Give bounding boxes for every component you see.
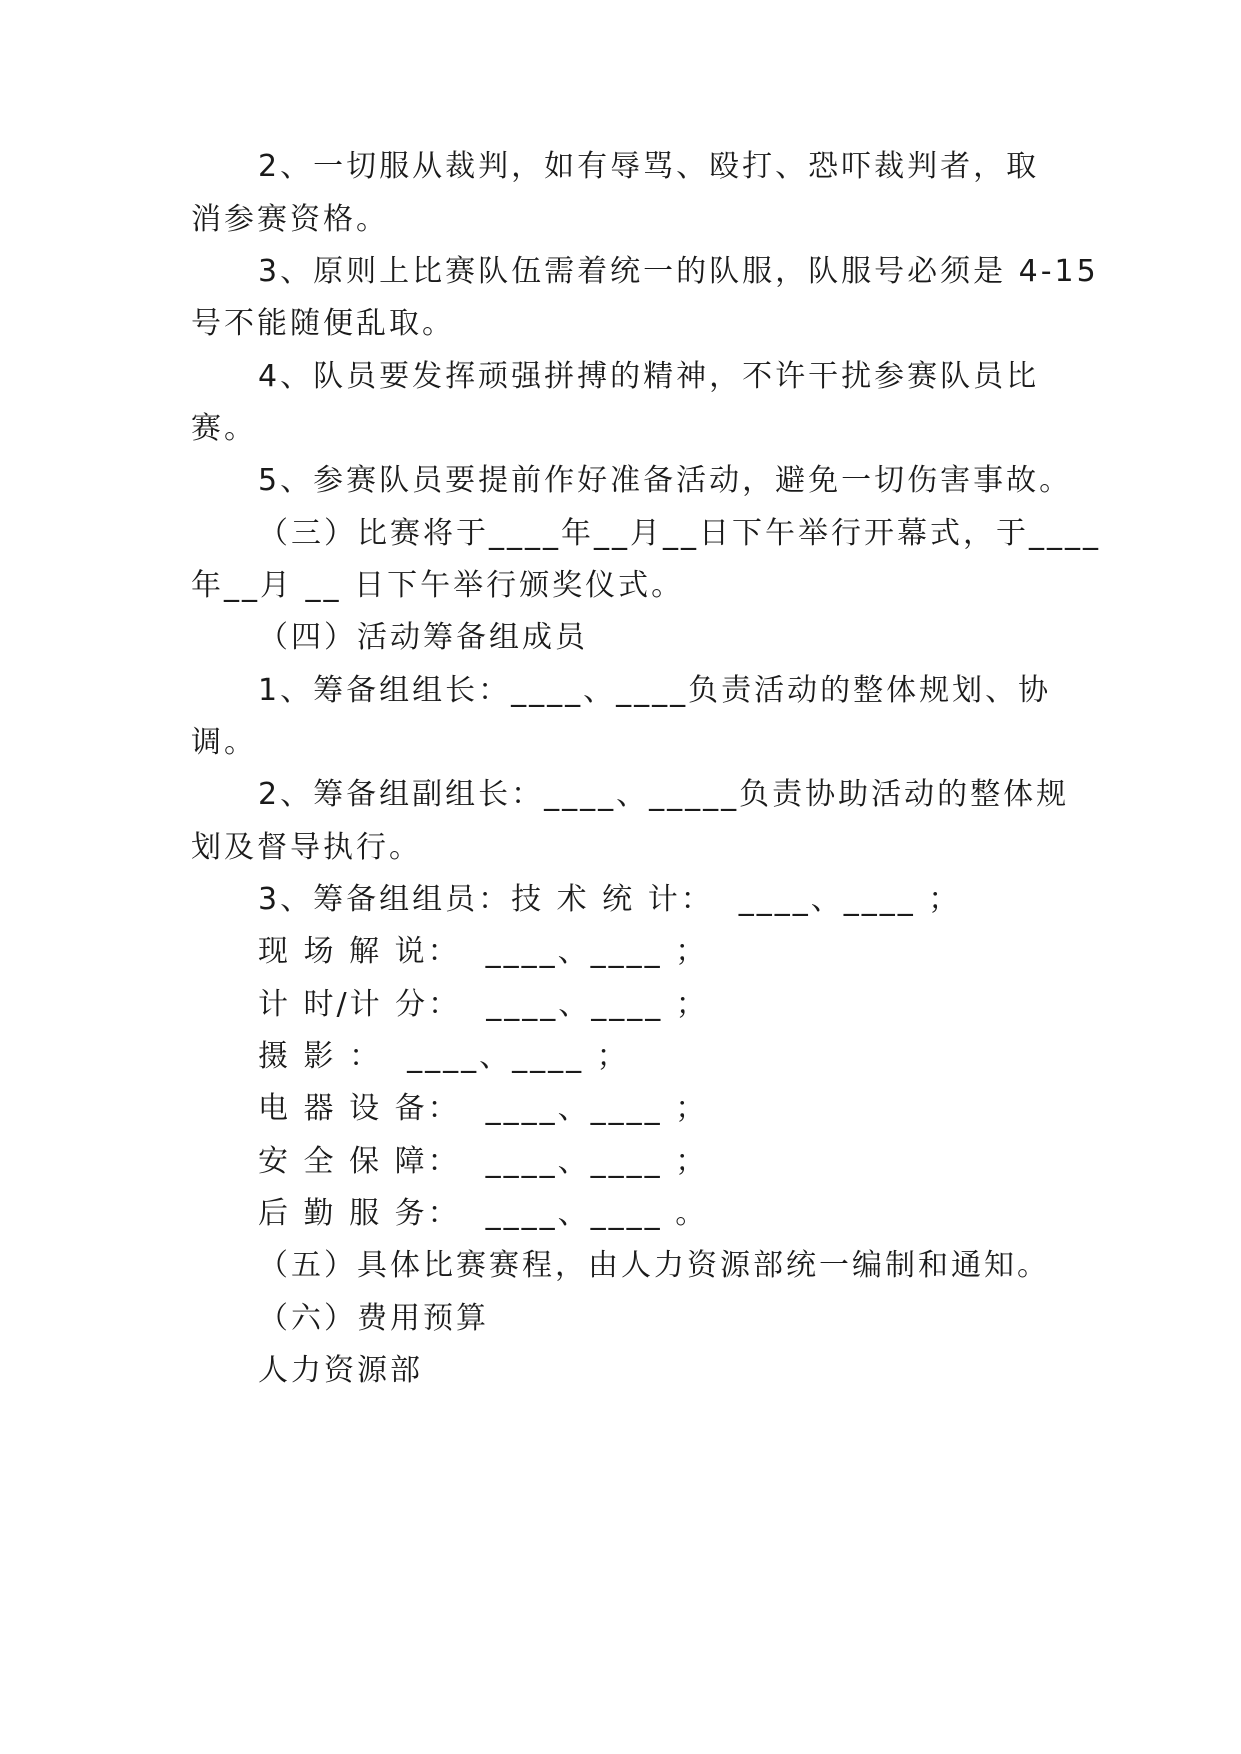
member-3-photography: 摄 影 ： ____、____ ； (258, 1039, 630, 1074)
rule-4-line-2: 赛。 (191, 411, 257, 446)
member-1-line-1: 1、筹备组组长：____、____负责活动的整体规划、协 (258, 673, 1052, 708)
member-3-logistics: 后 勤 服 务： ____、____ 。 (258, 1196, 709, 1231)
section-3-line-1: （三）比赛将于____年__月__日下午举行开幕式，于____ (258, 516, 1101, 551)
section-4-heading: （四）活动筹备组成员 (258, 620, 588, 655)
section-5-line: （五）具体比赛赛程，由人力资源部统一编制和通知。 (258, 1248, 1050, 1283)
rule-2-line-2: 消参赛资格。 (191, 202, 389, 237)
signature-department: 人力资源部 (258, 1353, 423, 1388)
member-1-line-2: 调。 (191, 725, 257, 760)
rule-3-line-1: 3、原则上比赛队伍需着统一的队服，队服号必须是 4-15 (258, 254, 1099, 289)
member-3-timing-scoring: 计 时/计 分： ____、____ ； (258, 987, 709, 1022)
rule-4-line-1: 4、队员要发挥顽强拼搏的精神，不许干扰参赛队员比 (258, 359, 1040, 394)
member-3-commentary: 现 场 解 说： ____、____ ； (258, 934, 709, 969)
member-2-line-1: 2、筹备组副组长：____、_____负责协助活动的整体规 (258, 777, 1070, 812)
rule-2-line-1: 2、一切服从裁判，如有辱骂、殴打、恐吓裁判者，取 (258, 149, 1040, 184)
member-3-tech-stats: 3、筹备组组员：技 术 统 计： ____、____ ； (258, 882, 962, 917)
member-3-electrical: 电 器 设 备： ____、____ ； (258, 1091, 709, 1126)
rule-5-line: 5、参赛队员要提前作好准备活动，避免一切伤害事故。 (258, 463, 1073, 498)
rule-3-line-2: 号不能随便乱取。 (191, 306, 455, 341)
member-3-safety: 安 全 保 障： ____、____ ； (258, 1144, 709, 1179)
member-2-line-2: 划及督导执行。 (191, 830, 422, 865)
section-3-line-2: 年__月 __ 日下午举行颁奖仪式。 (191, 568, 685, 603)
section-6-heading: （六）费用预算 (258, 1301, 489, 1336)
